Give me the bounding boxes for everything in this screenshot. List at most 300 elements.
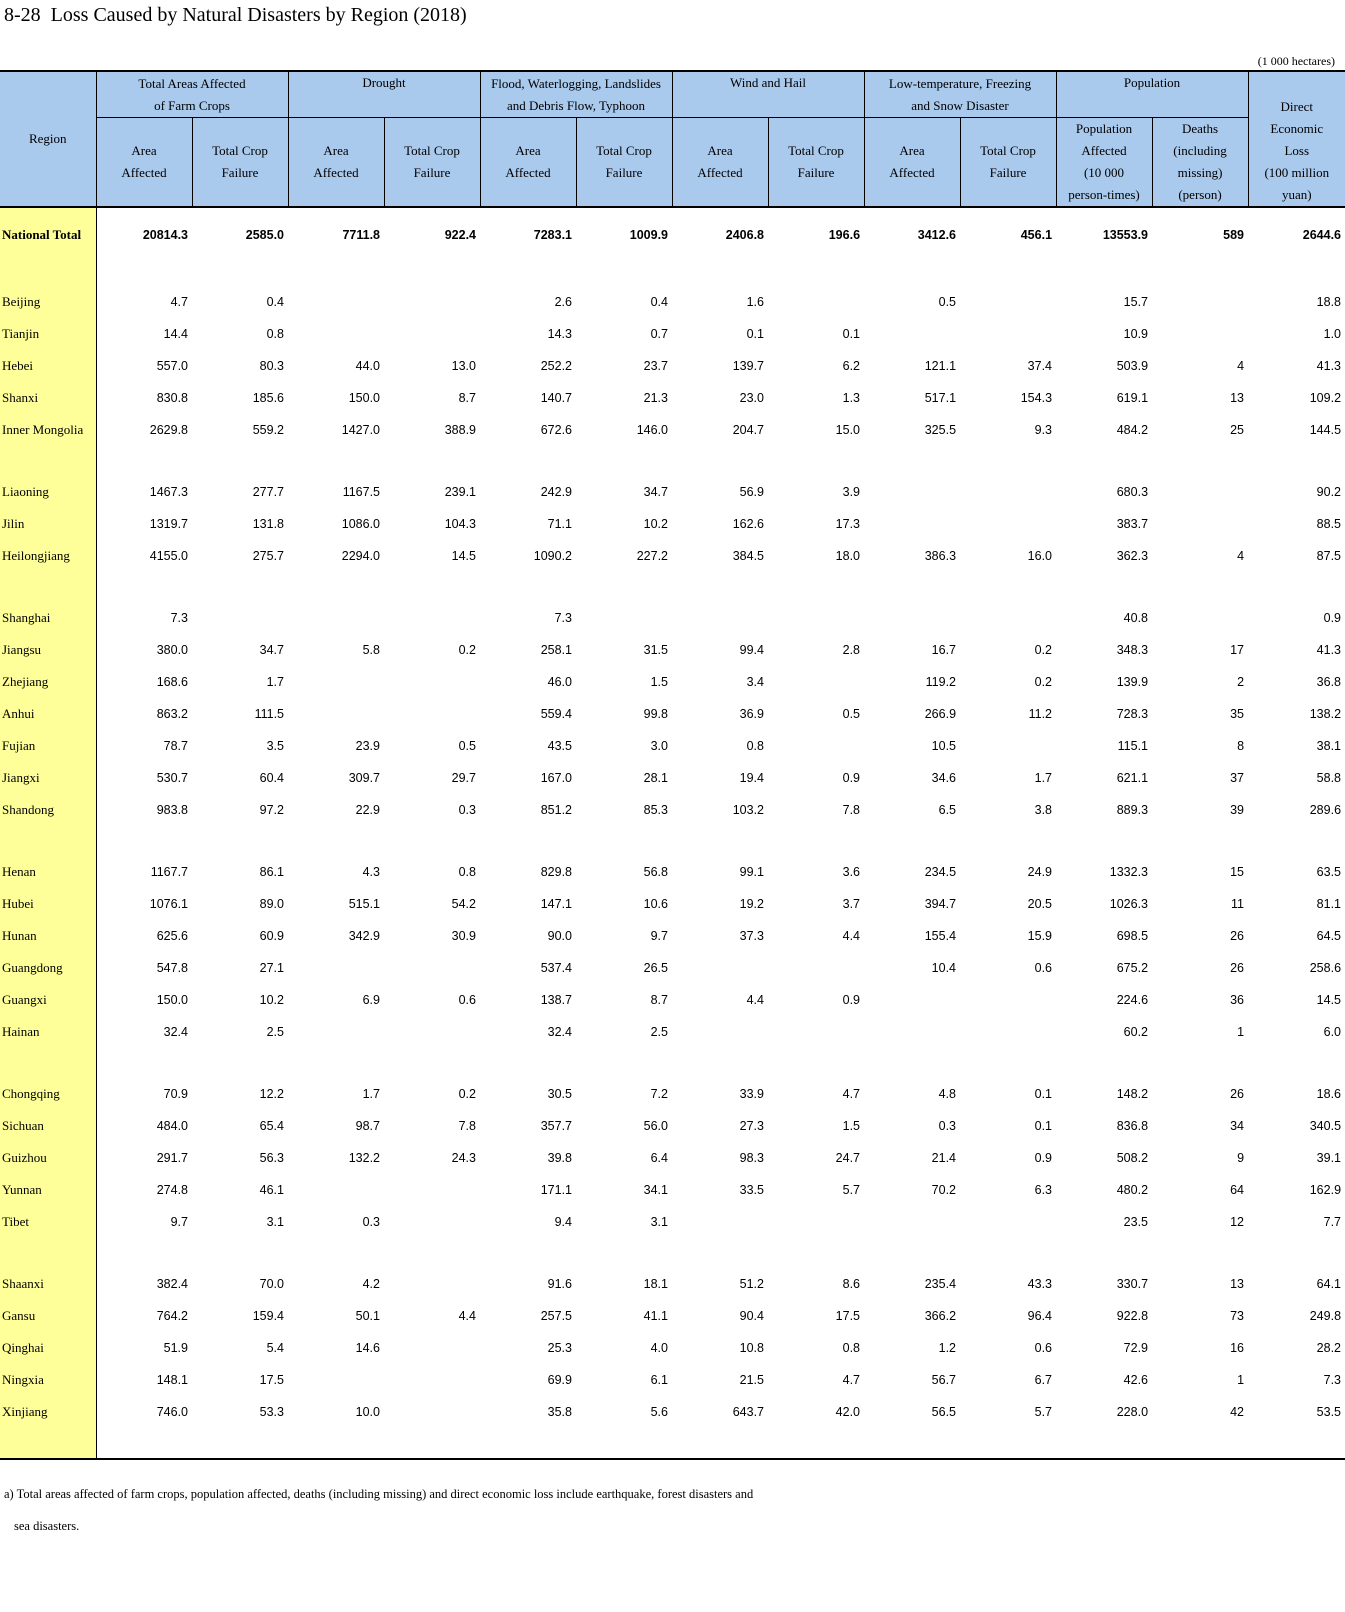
value-cell: 1076.1 [149,897,188,911]
spacer-cell [384,446,480,476]
value-cell: 0.2 [1034,675,1053,689]
value-cell: 3.1 [266,1215,284,1229]
value-cell: 252.2 [540,359,572,373]
value-cell: 836.8 [1116,1119,1149,1133]
spacer-cell [576,1048,672,1078]
value-cell: 30.9 [451,929,476,943]
header-region: Region [0,71,96,207]
value-cell: 43.5 [547,739,572,753]
value-cell: 289.6 [1309,803,1342,817]
value-cell [288,952,384,984]
value-cell [672,952,768,984]
value-cell: 266.9 [924,707,957,721]
value-cell: 81.1 [1316,897,1342,911]
spacer-cell [480,207,576,214]
spacer-cell [672,1048,768,1078]
value-cell: 4.4 [746,993,764,1007]
header-area-affected: Area Affected [288,118,384,208]
value-cell: 680.3 [1116,485,1149,499]
region-name: Hubei [0,888,96,920]
value-cell: 39.1 [1316,1151,1342,1165]
value-cell: 309.7 [348,771,380,785]
spacer-cell [864,1238,960,1268]
value-cell [864,602,960,634]
value-cell: 78.7 [163,739,188,753]
value-cell: 14.5 [1316,993,1342,1007]
value-cell: 138.2 [1309,707,1342,721]
value-cell: 90.2 [1316,485,1342,499]
value-cell [288,602,384,634]
region-name: Heilongjiang [0,540,96,572]
value-cell [768,286,864,318]
header-total-areas: Total Areas Affected of Farm Crops [96,71,288,118]
spacer-cell [96,207,192,214]
value-cell: 33.5 [739,1183,764,1197]
value-cell [960,476,1056,508]
value-cell: 148.1 [156,1373,188,1387]
header-crop-failure: Total Crop Failure [192,118,288,208]
value-cell: 54.2 [451,897,476,911]
value-cell: 1086.0 [341,517,380,531]
value-cell: 9 [1237,1151,1245,1165]
spacer-cell [672,1238,768,1268]
value-cell: 383.7 [1116,517,1149,531]
value-cell: 51.9 [163,1341,188,1355]
value-cell [288,318,384,350]
value-cell: 8 [1237,739,1245,753]
table-row [0,666,1345,698]
value-cell: 342.9 [348,929,380,943]
value-cell: 44.0 [355,359,380,373]
spacer-cell [672,256,768,286]
value-cell: 26 [1230,1087,1245,1101]
value-cell: 388.9 [444,423,476,437]
value-cell [1152,286,1248,318]
value-cell: 20814.3 [142,228,188,242]
header-crop-failure: Total Crop Failure [768,118,864,208]
region-name: Liaoning [0,476,96,508]
spacer-cell [672,572,768,602]
value-cell: 72.9 [1123,1341,1149,1355]
spacer-cell [192,256,288,286]
region-name: Gansu [0,1300,96,1332]
value-cell: 119.2 [925,675,957,689]
value-cell: 2.6 [554,295,572,309]
value-cell: 0.1 [746,327,764,341]
value-cell: 5.7 [842,1183,861,1197]
value-cell: 16.7 [931,643,957,657]
value-cell: 3.0 [650,739,668,753]
value-cell: 559.2 [252,423,284,437]
value-cell: 0.8 [458,865,476,879]
region-spacer [0,572,96,602]
value-cell [672,1206,768,1238]
value-cell: 34.7 [259,643,284,657]
value-cell [384,952,480,984]
value-cell: 196.6 [828,228,861,242]
spacer-cell [1248,446,1345,476]
value-cell: 98.3 [739,1151,764,1165]
region-name: Inner Mongolia [0,414,96,446]
value-cell: 56.7 [931,1373,957,1387]
value-cell: 675.2 [1116,961,1149,975]
value-cell: 14.3 [547,327,572,341]
spacer-cell [288,446,384,476]
value-cell: 0.6 [1034,961,1053,975]
spacer-row [0,1238,1345,1268]
value-cell: 56.3 [259,1151,284,1165]
value-cell: 5.4 [266,1341,284,1355]
region-name: Jilin [0,508,96,540]
spacer-cell [864,1428,960,1459]
value-cell: 983.8 [156,803,188,817]
value-cell [384,1268,480,1300]
value-cell: 73 [1230,1309,1245,1323]
value-cell: 1.0 [1323,327,1342,341]
spacer-cell [96,826,192,856]
header-wind-hail: Wind and Hail [672,71,864,118]
value-cell: 1 [1237,1025,1245,1039]
spacer-cell [384,1428,480,1459]
table-row [0,1300,1345,1332]
value-cell: 6.9 [362,993,380,1007]
value-cell: 1467.3 [149,485,188,499]
value-cell: 90.4 [739,1309,764,1323]
value-cell: 4 [1237,549,1245,563]
spacer-cell [288,1428,384,1459]
value-cell [864,984,960,1016]
value-cell: 24.3 [451,1151,476,1165]
header-crop-failure: Total Crop Failure [960,118,1056,208]
spacer-cell [1152,572,1248,602]
value-cell: 0.9 [1034,1151,1053,1165]
header-direct-economic-loss: Direct Economic Loss (100 million yuan) [1248,71,1345,207]
value-cell: 8.7 [650,993,668,1007]
value-cell: 13 [1230,391,1245,405]
value-cell: 291.7 [156,1151,188,1165]
value-cell: 15.0 [835,423,861,437]
value-cell [864,476,960,508]
value-cell: 14.4 [163,327,188,341]
value-cell [864,1016,960,1048]
spacer-row [0,207,1345,214]
table-row [0,952,1345,984]
spacer-cell [1152,1428,1248,1459]
value-cell: 15 [1230,865,1245,879]
spacer-cell [1248,1428,1345,1459]
value-cell: 1.7 [1034,771,1053,785]
header-drought: Drought [288,71,480,118]
table-row [0,1016,1345,1048]
value-cell: 42.6 [1123,1373,1149,1387]
table-row [0,318,1345,350]
value-cell [1152,508,1248,540]
value-cell: 2585.0 [245,228,284,242]
value-cell: 362.3 [1116,549,1149,563]
table-row [0,414,1345,446]
value-cell: 103.2 [732,803,764,817]
value-cell: 85.3 [643,803,668,817]
value-cell: 138.7 [540,993,572,1007]
spacer-cell [768,1238,864,1268]
spacer-cell [1056,207,1152,214]
spacer-cell [672,1428,768,1459]
spacer-cell [480,826,576,856]
region-name: Chongqing [0,1078,96,1110]
value-cell: 10.6 [643,897,668,911]
value-cell: 6.0 [1323,1025,1342,1039]
spacer-cell [480,256,576,286]
value-cell: 15.9 [1027,929,1053,943]
footnote-line-1: a) Total areas affected of farm crops, population affected, deaths (including missing) and direct economic loss include earthquake, forest disasters and [4,1487,754,1501]
value-cell [960,318,1056,350]
value-cell: 37 [1230,771,1245,785]
value-cell: 39.8 [547,1151,572,1165]
region-name: Guangdong [0,952,96,984]
spacer-cell [1152,826,1248,856]
table-body [0,207,1345,1459]
value-cell: 21.5 [739,1373,764,1387]
table-row [0,1332,1345,1364]
value-cell: 109.2 [1309,391,1342,405]
spacer-cell [960,1238,1056,1268]
value-cell: 23.7 [643,359,668,373]
spacer-cell [288,1238,384,1268]
spacer-cell [864,446,960,476]
value-cell: 17.5 [835,1309,861,1323]
value-cell: 830.8 [156,391,188,405]
table-row [0,1396,1345,1428]
value-cell: 5.6 [650,1405,668,1419]
spacer-cell [384,256,480,286]
spacer-cell [1248,256,1345,286]
value-cell: 70.2 [931,1183,957,1197]
value-cell: 394.7 [924,897,957,911]
region-name: Hunan [0,920,96,952]
spacer-cell [384,207,480,214]
table-row [0,730,1345,762]
value-cell [576,602,672,634]
value-cell: 36.9 [739,707,764,721]
value-cell: 28.1 [643,771,668,785]
value-cell: 148.2 [1116,1087,1149,1101]
value-cell: 18.1 [643,1277,668,1291]
value-cell: 21.3 [643,391,668,405]
value-cell: 0.9 [1323,611,1342,625]
table-row [0,540,1345,572]
value-cell: 41.3 [1316,359,1342,373]
spacer-cell [384,1048,480,1078]
value-cell: 7.2 [650,1087,668,1101]
value-cell: 228.0 [1116,1405,1149,1419]
value-cell: 139.9 [1116,675,1149,689]
spacer-cell [480,1428,576,1459]
value-cell: 34.6 [931,771,957,785]
spacer-cell [384,826,480,856]
value-cell: 185.6 [252,391,284,405]
value-cell [960,602,1056,634]
spacer-cell [864,572,960,602]
value-cell: 1 [1237,1373,1245,1387]
value-cell: 10.5 [931,739,957,753]
value-cell: 672.6 [540,423,572,437]
spacer-cell [288,572,384,602]
spacer-cell [480,572,576,602]
value-cell: 4.7 [170,295,188,309]
value-cell: 18.8 [1316,295,1342,309]
table-row [0,856,1345,888]
value-cell: 88.5 [1316,517,1342,531]
value-cell: 18.6 [1316,1087,1342,1101]
value-cell: 0.3 [362,1215,380,1229]
value-cell: 0.8 [266,327,284,341]
value-cell: 382.4 [156,1277,188,1291]
value-cell: 698.5 [1116,929,1149,943]
spacer-cell [960,207,1056,214]
table-row [0,508,1345,540]
value-cell [1152,476,1248,508]
value-cell: 275.7 [252,549,284,563]
value-cell: 99.4 [739,643,764,657]
value-cell: 922.8 [1116,1309,1149,1323]
value-cell: 1.2 [938,1341,957,1355]
spacer-cell [864,1048,960,1078]
value-cell: 863.2 [156,707,188,721]
value-cell: 6.1 [650,1373,668,1387]
region-name: Jiangsu [0,634,96,666]
value-cell [960,286,1056,318]
value-cell: 25 [1230,423,1245,437]
spacer-cell [96,1238,192,1268]
spacer-cell [768,207,864,214]
spacer-cell [192,1428,288,1459]
value-cell [384,1364,480,1396]
spacer-cell [1056,826,1152,856]
value-cell: 0.1 [1034,1119,1053,1133]
value-cell: 24.9 [1027,865,1053,879]
spacer-cell [288,826,384,856]
national-total-row [0,214,1345,256]
value-cell: 4.2 [362,1277,380,1291]
value-cell: 150.0 [348,391,380,405]
value-cell: 8.6 [842,1277,861,1291]
value-cell: 922.4 [444,228,476,242]
spacer-cell [1152,256,1248,286]
spacer-cell [864,256,960,286]
value-cell: 34.7 [643,485,668,499]
value-cell: 274.8 [156,1183,188,1197]
value-cell: 0.2 [1034,643,1053,657]
value-cell: 24.7 [835,1151,861,1165]
table-row [0,1110,1345,1142]
value-cell: 43.3 [1027,1277,1053,1291]
table-row [0,1206,1345,1238]
header-population: Population [1056,71,1248,118]
value-cell [1152,602,1248,634]
value-cell: 249.8 [1309,1309,1342,1323]
value-cell: 1.7 [266,675,284,689]
value-cell: 168.6 [156,675,188,689]
value-cell: 89.0 [259,897,284,911]
value-cell: 559.4 [540,707,572,721]
value-cell: 589 [1223,228,1245,242]
spacer-cell [864,207,960,214]
value-cell: 58.8 [1316,771,1342,785]
value-cell [864,508,960,540]
value-cell: 32.4 [163,1025,188,1039]
value-cell: 99.8 [643,707,668,721]
value-cell: 1427.0 [341,423,380,437]
header-population-affected: Population Affected (10 000 person-times) [1056,118,1152,208]
value-cell: 17.5 [259,1373,284,1387]
value-cell: 21.4 [931,1151,957,1165]
value-cell: 37.3 [739,929,764,943]
spacer-cell [1248,207,1345,214]
value-cell: 325.5 [924,423,957,437]
value-cell: 530.7 [156,771,188,785]
value-cell: 29.7 [451,771,476,785]
value-cell: 1090.2 [533,549,572,563]
value-cell: 4.7 [842,1087,861,1101]
value-cell: 31.5 [643,643,668,657]
value-cell: 0.7 [650,327,668,341]
spacer-cell [960,1428,1056,1459]
value-cell: 70.9 [163,1087,188,1101]
value-cell: 3.6 [842,865,861,879]
value-cell [288,698,384,730]
value-cell: 257.5 [540,1309,572,1323]
region-name: Yunnan [0,1174,96,1206]
value-cell: 71.1 [547,517,572,531]
region-name: National Total [0,214,96,256]
value-cell: 7711.8 [342,228,380,242]
region-name: Tibet [0,1206,96,1238]
value-cell: 23.5 [1123,1215,1149,1229]
value-cell: 9.4 [554,1215,572,1229]
value-cell: 235.4 [924,1277,957,1291]
spacer-cell [480,1238,576,1268]
spacer-cell [672,446,768,476]
value-cell: 746.0 [156,1405,188,1419]
header-crop-failure: Total Crop Failure [576,118,672,208]
unit-label: (1 000 hectares) [1257,54,1335,68]
table-row [0,1364,1345,1396]
spacer-cell [768,256,864,286]
value-cell: 484.0 [156,1119,188,1133]
spacer-cell [192,446,288,476]
region-spacer [0,207,96,214]
value-cell: 384.5 [732,549,764,563]
value-cell: 16 [1230,1341,1245,1355]
value-cell: 227.2 [636,549,668,563]
value-cell: 3.1 [650,1215,668,1229]
value-cell: 19.2 [739,897,764,911]
value-cell: 18.0 [835,549,861,563]
spacer-row [0,256,1345,286]
value-cell: 26 [1230,961,1245,975]
value-cell: 159.4 [252,1309,284,1323]
value-cell: 234.5 [924,865,957,879]
value-cell [768,1206,864,1238]
value-cell: 4.4 [458,1309,476,1323]
value-cell: 50.1 [355,1309,380,1323]
value-cell: 86.1 [259,865,284,879]
value-cell: 4155.0 [149,549,188,563]
value-cell: 2294.0 [341,549,380,563]
value-cell: 27.1 [259,961,284,975]
value-cell: 111.5 [254,707,284,721]
value-cell: 4.4 [842,929,861,943]
